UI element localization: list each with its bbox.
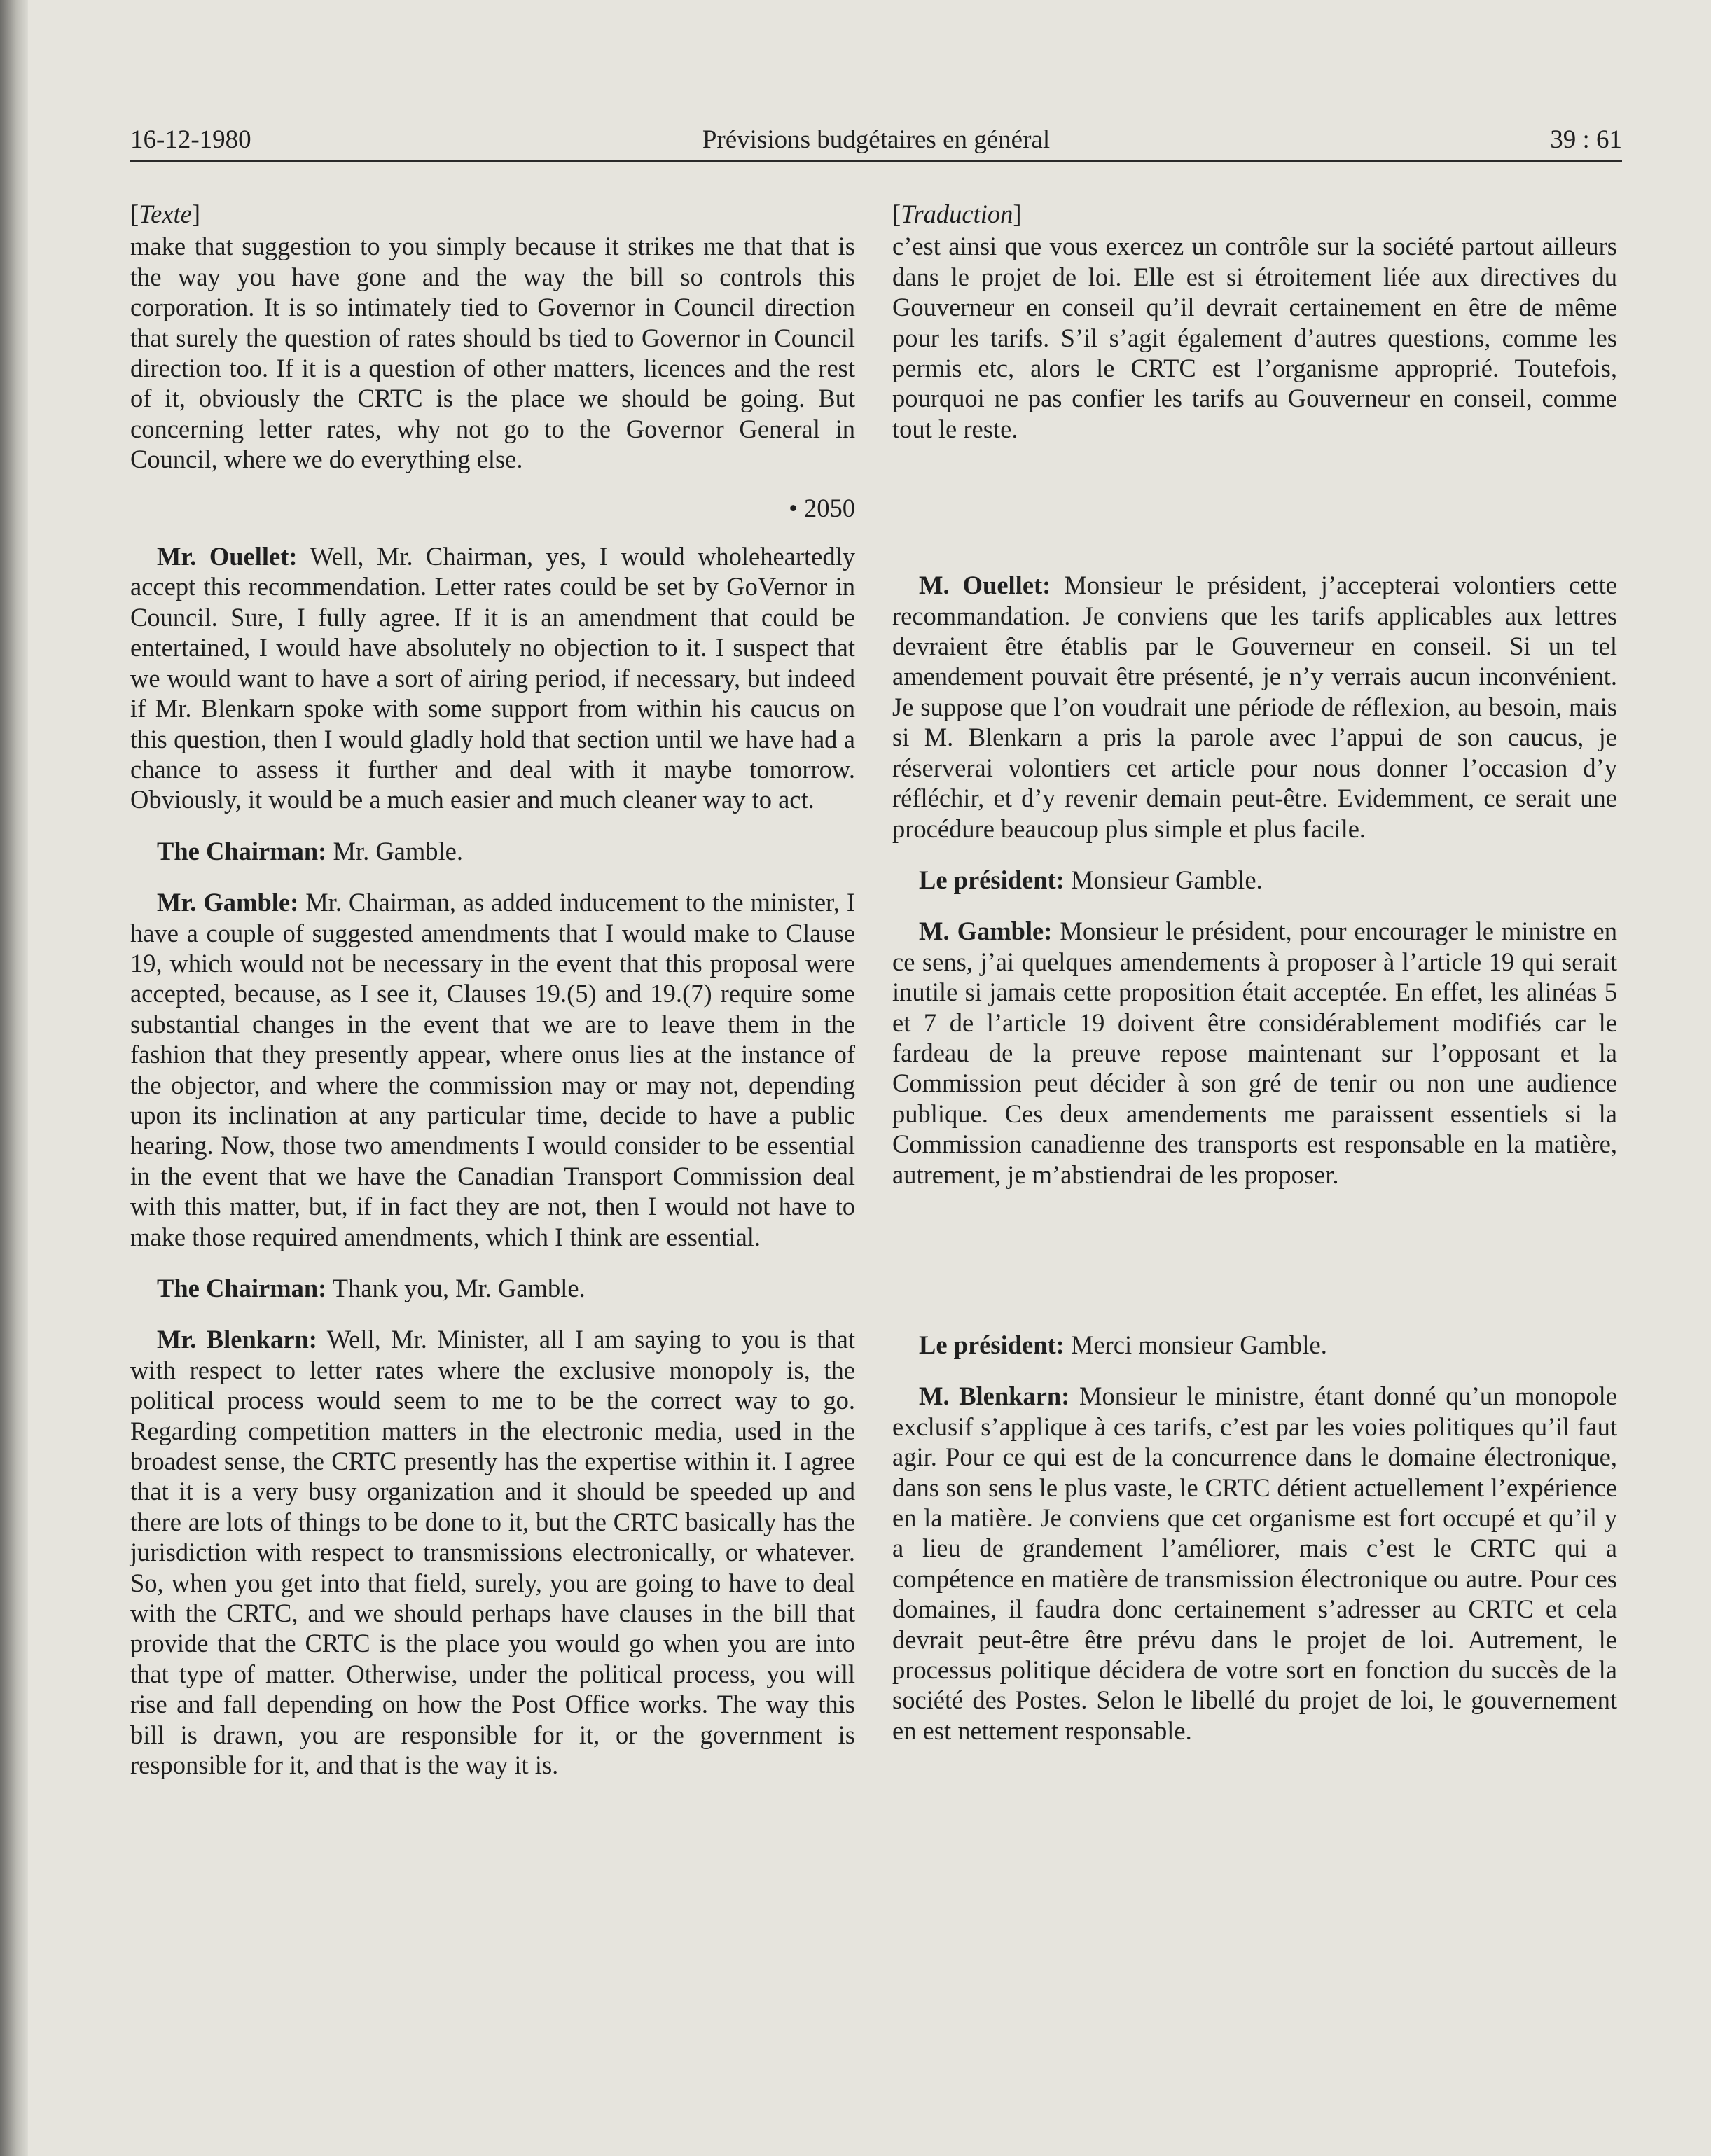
opening-paragraph: c’est ainsi que vous exercez un contrôle sur la société partout ailleurs dans le projet de loi. Elle est si étroitement liée aux directives du Gouverneur en conseil qu’il devrait certainement en être de même pour les tarifs. S’il s’agit également d’autres questions, comme les permis etc, alors le CRTC est l’organisme approprié. Toutefois, pourquoi ne pas confier les tarifs au Gouverneur en conseil, comme tout le reste. [892,232,1617,443]
header-page-number: 39 : 61 [1550,125,1622,154]
speaker-name: Mr. Blenkarn: [157,1325,317,1354]
running-header [130,123,1622,162]
speech-paragraph: Le président: Monsieur Gamble. [919,865,1263,894]
column-label-texte: [Texte] [130,200,201,228]
speech-paragraph: The Chairman: Mr. Gamble. [157,836,463,865]
header-date: 16-12-1980 [130,125,251,154]
speaker-name: M. Gamble: [919,917,1053,946]
speaker-name: M. Ouellet: [919,571,1051,600]
speech-paragraph: M. Gamble: Monsieur le président, pour encourager le ministre en ce sens, j’ai quelques amendements à proposer à l’article 19 qui serait inutile si jamais cette proposition était acceptée. En effet, les alinéas 5 et 7 de l’article 19 doivent être considérablement modifiés car le fardeau de la preuve repose maintenant sur l’opposant et la Commission peut décider à son gré de tenir ou non une audience publique. Ces deux amendements me paraissent essentiels si la Commission canadienne des transports est responsable en la matière, autrement, je m’abstiendrai de les proposer. [892,917,1618,1189]
speaker-name: The Chairman: [157,836,327,865]
speaker-name: Mr. Gamble: [157,888,299,917]
speech-paragraph: Le président: Merci monsieur Gamble. [919,1330,1327,1359]
speech-paragraph: Mr. Gamble: Mr. Chairman, as added inducement to the minister, I have a couple of suggested amendments that I would make to Clause 19, which would not be necessary in the event that this proposal were accepted, because, as I see it, Clauses 19.(5) and 19.(7) require some substantial changes in the event that we are to leave them in the fashion that they presently appear, where onus lies at the instance of the objector, and where the commission may or may not, depending upon its inclination at any particular time, decide to have a public hearing. Now, those two amendments I would consider to be essential in the event that we have the Canadian Transport Commission deal with this matter, but, if in fact they are not, then I would not have to make those required amendments, which I think are essential. [130,888,855,1251]
binding-edge [0,0,28,2156]
speech-paragraph: M. Blenkarn: Monsieur le ministre, étant donné qu’un monopole exclusif s’applique à ces tarifs, c’est par les voies politiques qu’il faut agir. Pour ce qui est de la concurrence dans le domaine électronique, dans son sens le plus vaste, le CRTC détient actuellement l’expérience en la matière. Je conviens que cet organisme est fort occupé et qu’il y a lieu de grandement l’améliorer, mais c’est le CRTC qui a compétence en matière de transmission électronique ou autre. Pour ces domaines, il faudra donc certainement s’adresser au CRTC et cela devrait peut-être être prévu dans le projet de loi. Autrement, le processus politique décidera de votre sort en fonction du succès de la société des Postes. Selon le libellé du projet de loi, le gouvernement en est nettement responsable. [892,1382,1617,1745]
speaker-name: Le président: [919,1330,1065,1359]
column-label-traduction: [Traduction] [892,200,1022,228]
speaker-name: M. Blenkarn: [919,1382,1070,1411]
speech-paragraph: Mr. Ouellet: Well, Mr. Chairman, yes, I would wholeheartedly accept this recommendation. Letter rates could be set by GoVernor in Council. Sure, I fully agree. If it is an amendment that could be entertained, I would have absolutely no objection to it. I suspect that we would want to have a sort of airing period, if necessary, but indeed if Mr. Blenkarn spoke with some support from within his caucus on this question, then I would gladly hold that section until we have had a chance to assess it further and deal with it maybe tomorrow. Obviously, it would be a much easier and much cleaner way to act. [130,542,855,814]
opening-paragraph: make that suggestion to you simply because it strikes me that that is the way you have gone and the way the bill so controls this corporation. It is so intimately tied to Governor in Council direction that surely the question of rates should bs tied to Governor in Council direction too. If it is a question of other matters, licences and the rest of it, obviously the CRTC is the place we should be going. But concerning letter rates, why not go to the Governor General in Council, where we do everything else. [130,232,855,474]
speaker-name: Le président: [919,865,1065,894]
right-column-text [892,199,1617,1746]
header-title: Prévisions budgétaires en général [702,125,1051,154]
time-marker: • 2050 [789,493,855,522]
speech-paragraph: M. Ouellet: Monsieur le président, j’accepterai volontiers cette recommandation. Je conviens que les tarifs applicables aux lettres devraient être établis par le Gouverneur en conseil. Si un tel amendement pouvait être présenté, je n’y verrais aucun inconvénient. Je suppose que l’on voudrait une période de réflexion, au besoin, mais si M. Blenkarn a pris la parole avec l’appui de son caucus, je réserverai volontiers cet article pour nous donner l’occasion d’y réfléchir, et d’y revenir demain peut-être. Evidemment, ce serait une procédure beaucoup plus simple et plus facile. [892,571,1617,843]
left-column-text [130,199,855,1781]
speech-paragraph: Mr. Blenkarn: Well, Mr. Minister, all I am saying to you is that with respect to letter rates where the exclusive monopoly is, the political process would seem to me to be the correct way to go. Regarding competition matters in the electronic media, used in the broadest sense, the CRTC presently has the expertise within it. I agree that it is a very busy organization and it should be speeded up and there are lots of things to be done to it, but the CRTC basically has the jurisdiction with respect to transmissions electronically, or whatever. So, when you get into that field, surely, you are going to have to deal with the CRTC, and we should perhaps have clauses in the bill that provide that the CRTC is the place you would go when you are into that type of matter. Otherwise, under the political process, you will rise and fall depending on how the Post Office works. The way this bill is drawn, you are responsible for it, or the government is responsible for it, and that is the way it is. [130,1325,855,1780]
speaker-name: Mr. Ouellet: [157,542,298,571]
speaker-name: The Chairman: [157,1274,327,1302]
speech-paragraph: The Chairman: Thank you, Mr. Gamble. [157,1274,586,1302]
